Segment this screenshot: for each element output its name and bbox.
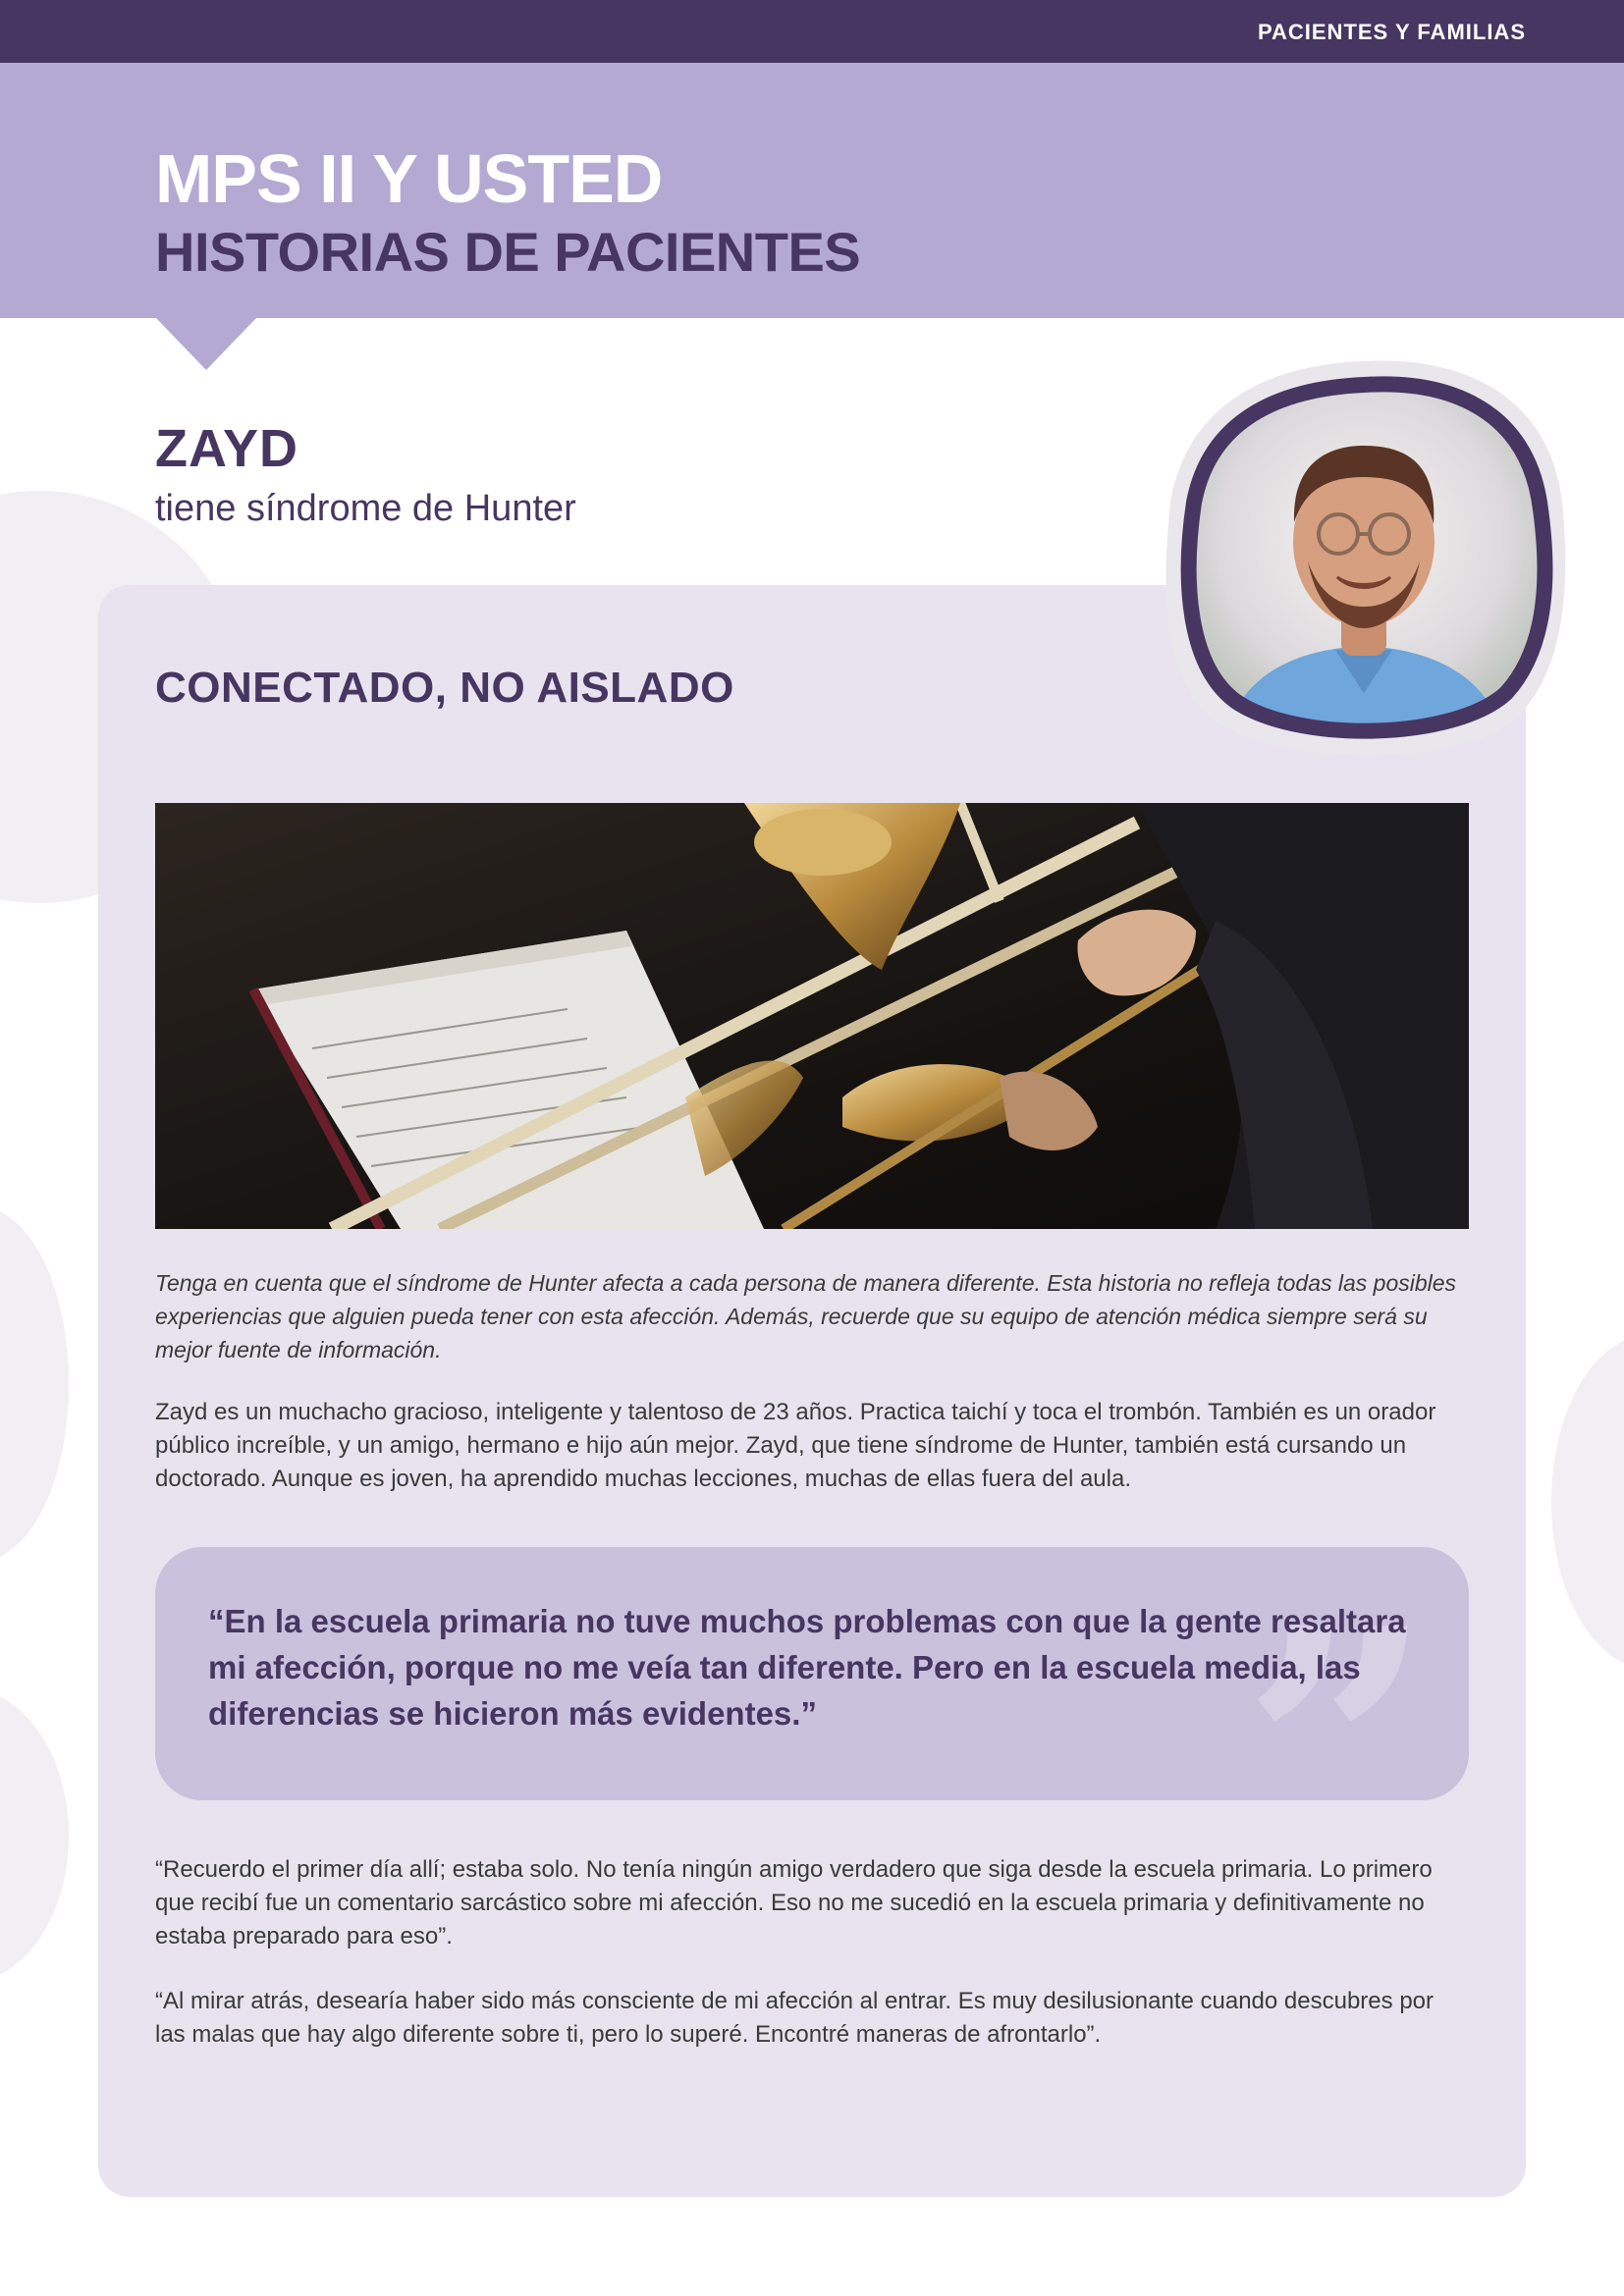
quote-mark-icon: ” (1241, 1557, 1434, 1800)
decorative-circle (0, 1207, 69, 1561)
patient-name: ZAYD (155, 419, 299, 478)
section-label: PACIENTES Y FAMILIAS (1257, 20, 1526, 44)
decorative-circle (0, 1688, 69, 1983)
pull-quote (155, 1547, 1469, 1800)
patient-condition: tiene síndrome de Hunter (155, 488, 576, 529)
page-subtitle: HISTORIAS DE PACIENTES (155, 221, 861, 283)
pull-quote-text: “En la escuela primaria no tuve muchos problemas con que la gente resaltara mi afección, porque no me veía tan diferente. Pero en la escuela media, las diferencias se hicieron más evidentes.” (208, 1603, 1406, 1732)
patient-portrait (1161, 355, 1567, 762)
top-bar (0, 0, 1624, 63)
hero-pointer (155, 317, 257, 370)
story-paragraph-2: “Al mirar atrás, desearía haber sido más consciente de mi afección al entrar. Es muy desilusionante cuando descubres por las malas que hay algo diferente sobre ti, pero lo superé. Encontré maneras de afrontarlo”. (155, 1988, 1434, 2048)
disclaimer-text: Tenga en cuenta que el síndrome de Hunter afecta a cada persona de manera diferente. Esta historia no refleja todas las posibles experiencias que alguien pueda tener con esta afección. Además, recuerde que su equipo de atención médica siempre será su mejor fuente de información. (155, 1270, 1457, 1362)
trombone-photo (155, 803, 1469, 1229)
decorative-circle (1551, 1335, 1624, 1669)
section-title: CONECTADO, NO AISLADO (155, 664, 734, 712)
intro-paragraph: Zayd es un muchacho gracioso, inteligente y talentoso de 23 años. Practica taichí y toca el trombón. También es un orador público increíble, y un amigo, hermano e hijo aún mejor. Zayd, que tiene síndrome de Hunter, también está cursando un doctorado. Aunque es joven, ha aprendido muchas lecciones, muchas de ellas fuera del aula. (155, 1399, 1436, 1492)
story-paragraph-1: “Recuerdo el primer día allí; estaba solo. No tenía ningún amigo verdadero que siga desde la escuela primaria. Lo primero que recibí fue un comentario sarcástico sobre mi afección. Eso no me sucedió en la escuela primaria y definitivamente no estaba preparado para eso”. (155, 1856, 1433, 1949)
page-title: MPS II Y USTED (155, 140, 663, 217)
